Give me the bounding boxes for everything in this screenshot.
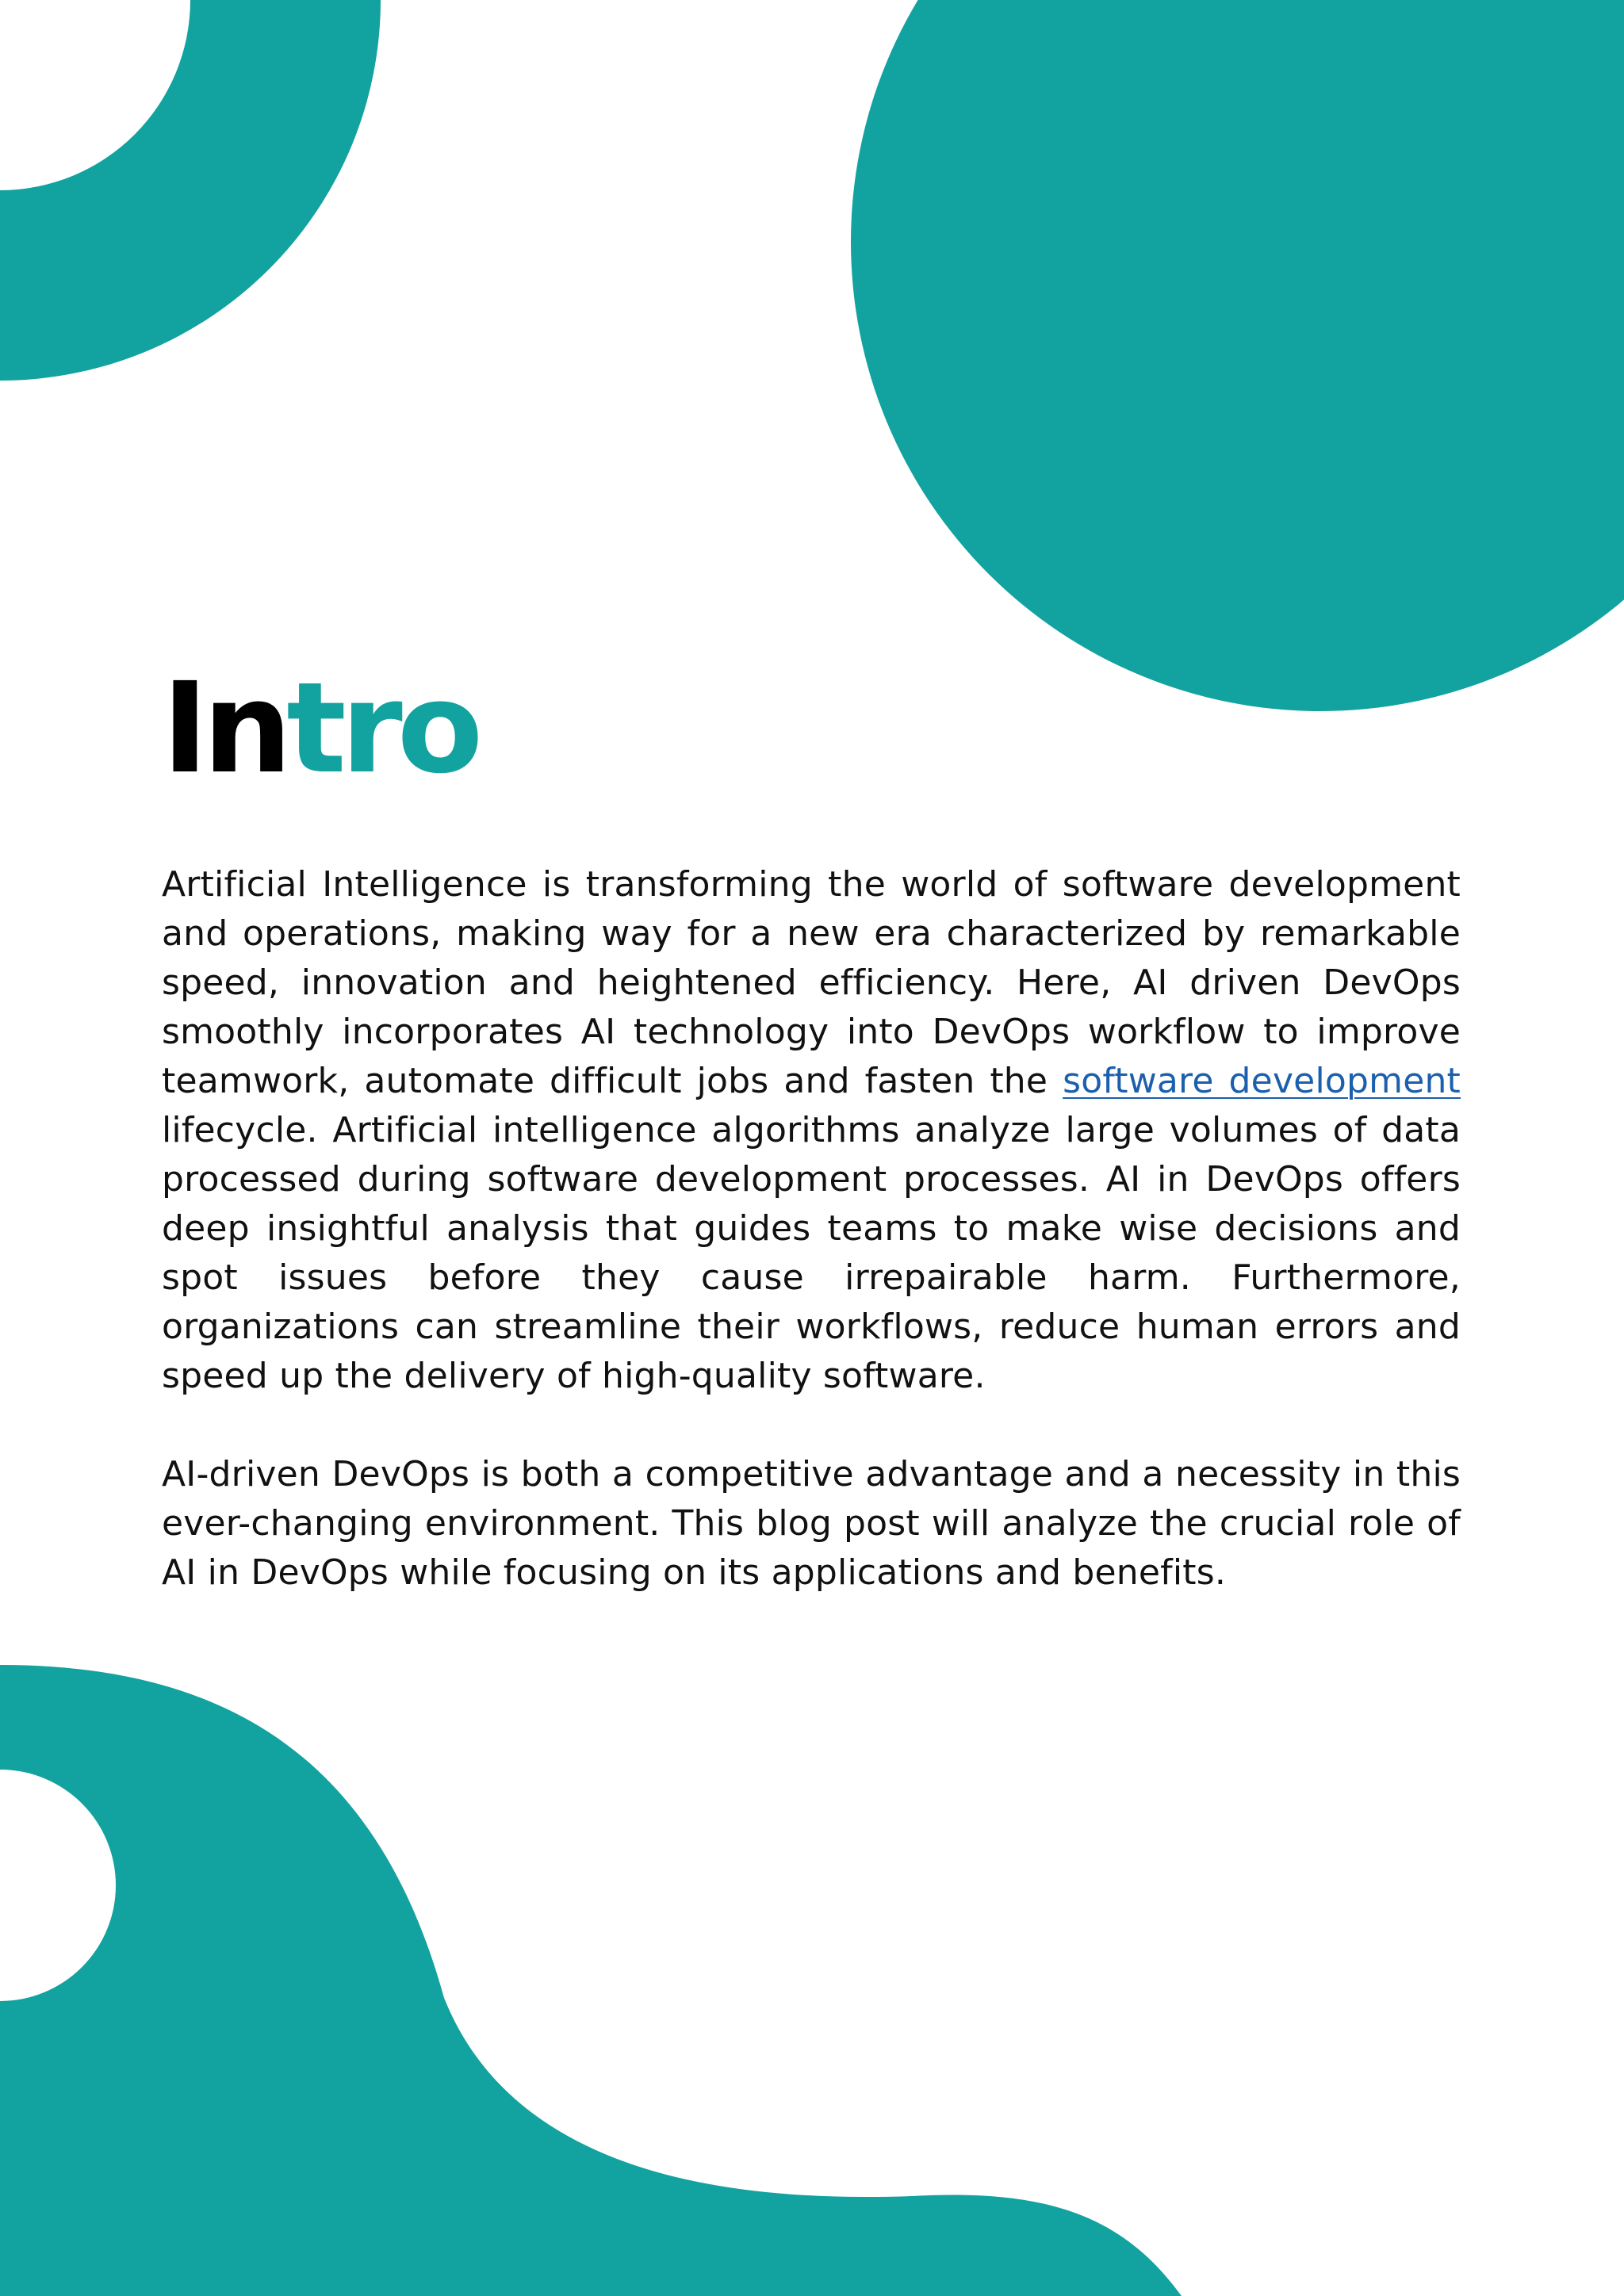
top-left-ring-shape — [0, 0, 381, 381]
top-right-circle-shape — [851, 0, 1624, 711]
title-accent-part: tro — [286, 656, 478, 802]
title-dark-part: In — [162, 656, 287, 802]
bottom-wave-shape — [0, 1665, 1182, 2296]
software-development-link[interactable]: software development — [1063, 1061, 1461, 1101]
page-title — [162, 656, 478, 802]
intro-paragraph-1 — [162, 860, 1461, 1401]
body-content — [162, 860, 1461, 1598]
paragraph-1-text-before-link: Artificial Intelligence is transforming the world of software development and operations, making way for a new era characterized by remarkable speed, innovation and heightened efficiency. Here, AI driven DevOps smoothly incorporates AI technology into DevOps workflow to improve teamwork, automate difficult jobs and fasten the — [162, 864, 1461, 1101]
paragraph-1-text-after-link: lifecycle. Artificial intelligence algorithms analyze large volumes of data processed during software development processes. AI in DevOps offers deep insightful analysis that guides teams to make wise decisions and spot issues before they cause irrepairable harm. Furthermore, organizations can streamline their workflows, reduce human errors and speed up the delivery of high-quality software. — [162, 1110, 1461, 1396]
intro-paragraph-2: AI-driven DevOps is both a competitive advantage and a necessity in this ever-changing environment. This blog post will analyze the crucial role of AI in DevOps while focusing on its applications and benefits. — [162, 1454, 1461, 1593]
